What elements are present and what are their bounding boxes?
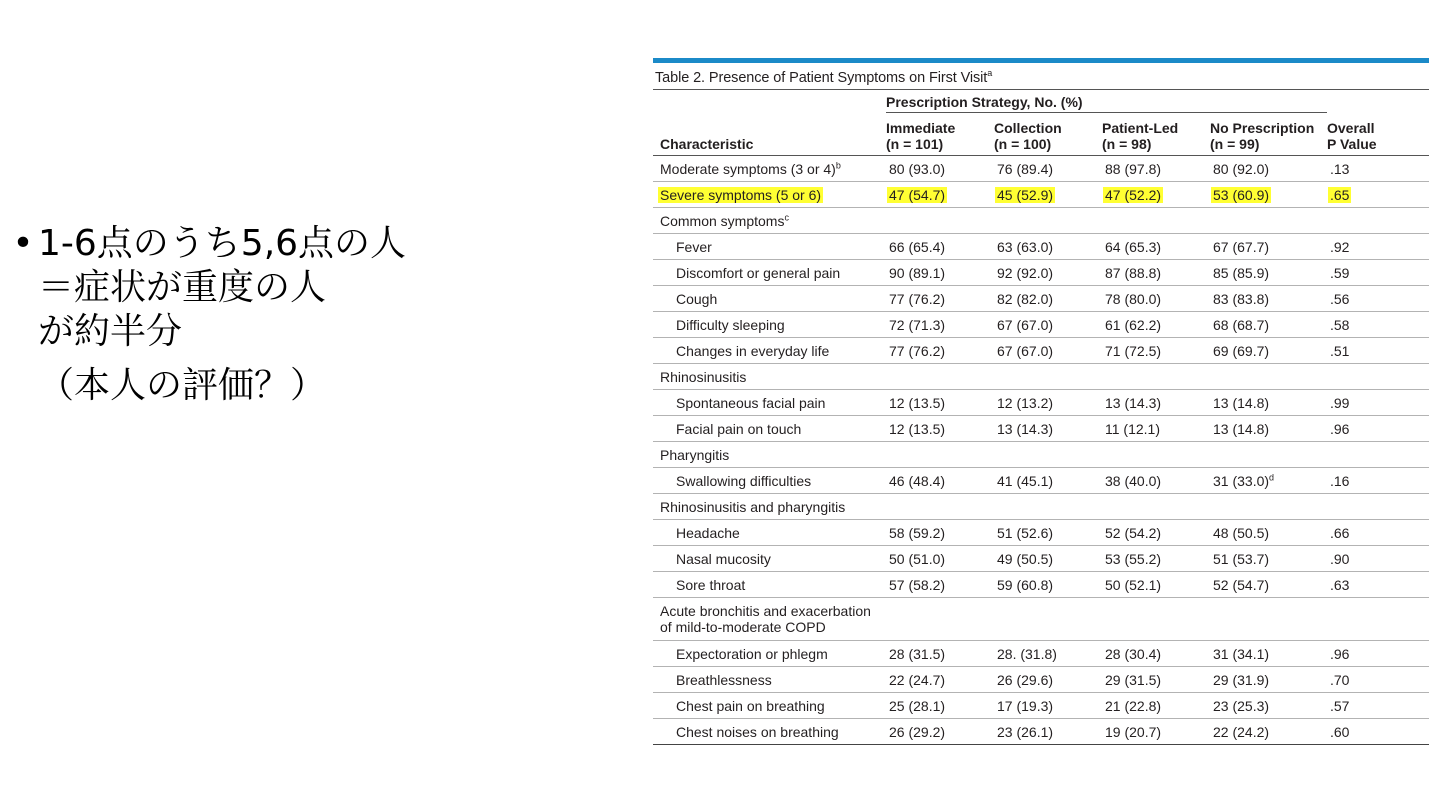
row-label: Difficulty sleeping [653,312,886,338]
cell-value: 66 (65.4) [886,234,994,260]
row-label: Fever [653,234,886,260]
cell-value: 52 (54.7) [1210,572,1327,598]
cell-p-value: .99 [1327,390,1429,416]
table-body [653,156,1429,745]
cell-value: 58 (59.2) [886,520,994,546]
cell-value: 12 (13.2) [994,390,1102,416]
table-title [653,63,1429,89]
cell-p-value: .65 [1327,182,1429,208]
cell-p-value: .60 [1327,719,1429,745]
header-patient-led: Patient-Led (n = 98) [1102,120,1179,152]
cell-p-value: .92 [1327,234,1429,260]
header-characteristic: Characteristic [660,136,754,152]
cell-value: 88 (97.8) [1102,156,1210,182]
cell-value: 19 (20.7) [1102,719,1210,745]
cell-value: 11 (12.1) [1102,416,1210,442]
cell-value: 77 (76.2) [886,286,994,312]
header-collection: Collection (n = 100) [994,120,1062,152]
cell-value: 87 (88.8) [1102,260,1210,286]
cell-value: 45 (52.9) [994,182,1102,208]
header-no-prescription: No Prescription (n = 99) [1210,120,1315,152]
cell-p-value: .13 [1327,156,1429,182]
cell-value: 57 (58.2) [886,572,994,598]
cell-value: 50 (52.1) [1102,572,1210,598]
bullet-line: が約半分 [38,311,183,352]
table-row [653,286,1429,312]
table-row [653,667,1429,693]
cell-p-value: .90 [1327,546,1429,572]
bullet-line: 1-6点のうち5,6点の人 [38,223,407,264]
cell-value: 92 (92.0) [994,260,1102,286]
bullet-item [8,222,608,354]
table-row [653,260,1429,286]
table-section-row [653,208,1429,234]
cell-p-value: .59 [1327,260,1429,286]
cell-value: 13 (14.3) [1102,390,1210,416]
cell-value: 25 (28.1) [886,693,994,719]
cell-value: 23 (26.1) [994,719,1102,745]
cell-value: 64 (65.3) [1102,234,1210,260]
cell-value: 76 (89.4) [994,156,1102,182]
slide-bullet-block [8,222,608,408]
row-label: Acute bronchitis and exacerbation of mild-to-moderate COPD [653,598,886,641]
table-row [653,572,1429,598]
cell-value: 53 (60.9) [1210,182,1327,208]
symptoms-table-figure [653,58,1429,745]
cell-value: 80 (93.0) [886,156,994,182]
cell-value: 69 (69.7) [1210,338,1327,364]
cell-value: 83 (83.8) [1210,286,1327,312]
row-label: Headache [653,520,886,546]
table-section-row [653,494,1429,520]
group-header: Prescription Strategy, No. (%) [886,90,1327,113]
cell-value: 28. (31.8) [994,641,1102,667]
cell-value: 51 (53.7) [1210,546,1327,572]
cell-value: 38 (40.0) [1102,468,1210,494]
cell-value: 12 (13.5) [886,390,994,416]
cell-value: 72 (71.3) [886,312,994,338]
row-label: Facial pain on touch [653,416,886,442]
cell-value: 47 (52.2) [1102,182,1210,208]
table-row [653,312,1429,338]
cell-value: 90 (89.1) [886,260,994,286]
cell-value: 71 (72.5) [1102,338,1210,364]
slide-note: （本人の評価？） [38,365,327,406]
cell-value: 49 (50.5) [994,546,1102,572]
cell-p-value: .57 [1327,693,1429,719]
table-row [653,693,1429,719]
table-title-text: Table 2. Presence of Patient Symptoms on First Visit [655,70,988,86]
cell-value: 50 (51.0) [886,546,994,572]
row-label: Chest pain on breathing [653,693,886,719]
cell-value: 26 (29.2) [886,719,994,745]
row-label: Rhinosinusitis [653,364,886,390]
cell-value: 13 (14.3) [994,416,1102,442]
header-immediate: Immediate (n = 101) [886,120,956,152]
row-label: Swallowing difficulties [653,468,886,494]
cell-value: 82 (82.0) [994,286,1102,312]
row-label: Common symptoms$^c$ [653,208,886,234]
cell-value: 31 (34.1) [1210,641,1327,667]
table-row [653,520,1429,546]
footnote-marker: d [1269,471,1275,482]
cell-value: 29 (31.5) [1102,667,1210,693]
row-label: Severe symptoms (5 or 6) [653,182,886,208]
row-label: Breathlessness [653,667,886,693]
cell-value: 53 (55.2) [1102,546,1210,572]
cell-value: 13 (14.8) [1210,390,1327,416]
row-label: Sore throat [653,572,886,598]
table-row [653,468,1429,494]
footnote-marker: b [835,159,841,170]
table-section-row [653,364,1429,390]
cell-value: 31 $(33.0)^d$ [1210,468,1327,494]
cell-value: 67 (67.0) [994,312,1102,338]
bullet-line: ＝症状が重度の人 [38,267,327,308]
cell-value: 17 (19.3) [994,693,1102,719]
footnote-marker: c [784,211,789,222]
table-row [653,546,1429,572]
row-label: Discomfort or general pain [653,260,886,286]
table-row [653,234,1429,260]
cell-value: 59 (60.8) [994,572,1102,598]
cell-p-value: .58 [1327,312,1429,338]
row-label: Expectoration or phlegm [653,641,886,667]
table-row [653,641,1429,667]
table-row [653,156,1429,182]
cell-p-value: .56 [1327,286,1429,312]
cell-value: 52 (54.2) [1102,520,1210,546]
table-row [653,338,1429,364]
cell-value: 41 (45.1) [994,468,1102,494]
cell-value: 85 (85.9) [1210,260,1327,286]
cell-value: 46 (48.4) [886,468,994,494]
cell-p-value: .51 [1327,338,1429,364]
cell-value: 26 (29.6) [994,667,1102,693]
row-label: Chest noises on breathing [653,719,886,745]
row-label: Spontaneous facial pain [653,390,886,416]
cell-value: 51 (52.6) [994,520,1102,546]
bullet-dot-icon: • [12,223,34,264]
cell-value: 48 (50.5) [1210,520,1327,546]
cell-value: 28 (31.5) [886,641,994,667]
cell-value: 67 (67.0) [994,338,1102,364]
table-row [653,719,1429,745]
table-row [653,416,1429,442]
row-label: Changes in everyday life [653,338,886,364]
cell-value: 68 (68.7) [1210,312,1327,338]
bullet-text [38,222,406,354]
cell-value: 21 (22.8) [1102,693,1210,719]
cell-value: 78 (80.0) [1102,286,1210,312]
cell-value: 13 (14.8) [1210,416,1327,442]
cell-value: 28 (30.4) [1102,641,1210,667]
cell-value: 47 (54.7) [886,182,994,208]
cell-p-value: .96 [1327,416,1429,442]
row-label: Nasal mucosity [653,546,886,572]
table-section-row [653,442,1429,468]
cell-p-value: .66 [1327,520,1429,546]
cell-value: 12 (13.5) [886,416,994,442]
cell-p-value: .63 [1327,572,1429,598]
cell-value: 63 (63.0) [994,234,1102,260]
row-label: Rhinosinusitis and pharyngitis [653,494,886,520]
cell-value: 67 (67.7) [1210,234,1327,260]
cell-p-value: .70 [1327,667,1429,693]
header-p-value: Overall P Value [1327,120,1377,152]
cell-value: 23 (25.3) [1210,693,1327,719]
row-label: Cough [653,286,886,312]
table-title-footnote: a [987,68,993,79]
table-row [653,390,1429,416]
symptoms-table [653,89,1429,745]
cell-p-value: .16 [1327,468,1429,494]
row-label: Pharyngitis [653,442,886,468]
table-section-row [653,598,1429,641]
cell-p-value: .96 [1327,641,1429,667]
row-label: Moderate symptoms (3 or 4)$^b$ [653,156,886,182]
table-row [653,182,1429,208]
cell-value: 61 (62.2) [1102,312,1210,338]
cell-value: 29 (31.9) [1210,667,1327,693]
cell-value: 80 (92.0) [1210,156,1327,182]
cell-value: 22 (24.7) [886,667,994,693]
cell-value: 22 (24.2) [1210,719,1327,745]
cell-value: 77 (76.2) [886,338,994,364]
